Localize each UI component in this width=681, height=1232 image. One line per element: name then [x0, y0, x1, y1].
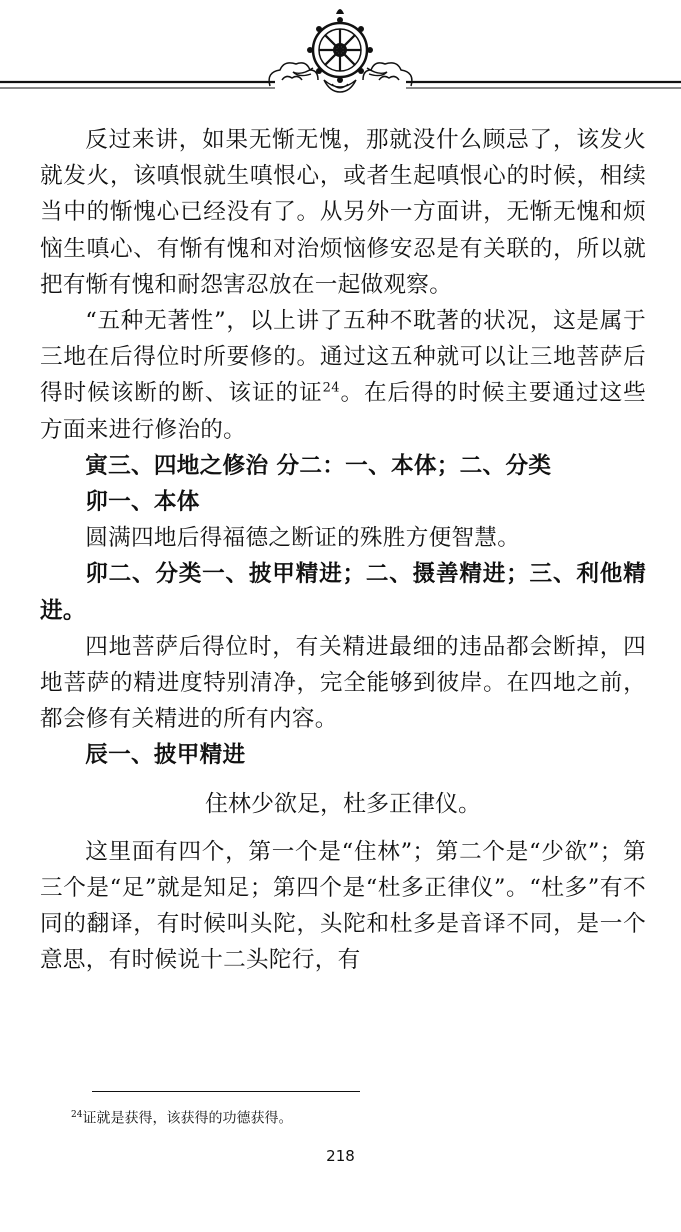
footnote-number: 24 [71, 1110, 83, 1120]
page-number: 218 [326, 1147, 355, 1165]
header-ornament [0, 0, 681, 112]
paragraph-2 [40, 303, 646, 448]
paragraph-2-tail: 。在后得的时候主要通过这些方面来进行修治的。 [40, 380, 646, 443]
paragraph-2-text: “五种无著性”，以上讲了五种不耽著的状况，这是属于三地在后得位时所要修的。通过这五种就可以让三地菩萨后得时候该断的断、该证的证 [40, 308, 646, 407]
footnote-reference[interactable]: 24 [322, 380, 340, 396]
heading-yin-three: 寅三、四地之修治 分二：一、本体；二、分类 [85, 452, 552, 479]
paragraph-body: 圆满四地后得福德之断证的殊胜方便智慧。 [85, 525, 521, 552]
heading-mao-one: 卯一、本体 [85, 489, 200, 516]
paragraph-1: 反过来讲，如果无惭无愧，那就没什么顾忌了，该发火就发火，该嗔恨就生嗔恨心，或者生起嗔恨心的时候，相续当中的惭愧心已经没有了。从另外一方面讲，无惭无愧和烦恼生嗔心、有惭有愧和对治烦恼修安忍是有关联的，所以就把有惭有愧和耐怨害忍放在一起做观察。 [40, 127, 646, 298]
heading-chen-one: 辰一、披甲精进 [85, 742, 246, 769]
paragraph-4: 四地菩萨后得位时，有关精进最细的违品都会断掉，四地菩萨的精进度特别清净，完全能够到彼岸。在四地之前，都会修有关精进的所有内容。 [40, 633, 646, 733]
main-text [40, 122, 646, 978]
paragraph-5: 这里面有四个，第一个是“住林”；第二个是“少欲”；第三个是“足”就是知足；第四个是“杜多正律仪”。“杜多”有不同的翻译，有时候叫头陀，头陀和杜多是音译不同，是一个意思，有时候说十二头陀行，有 [40, 838, 646, 974]
footnote-text: 证就是获得，该获得的功德获得。 [82, 1110, 293, 1127]
footnote [71, 1104, 292, 1130]
verse: 住林少欲足，杜多正律仪。 [205, 790, 481, 817]
footnote-divider [92, 1091, 360, 1092]
heading-mao-two: 卯二、分类一、披甲精进；二、摄善精进；三、利他精进。 [40, 561, 646, 624]
dharma-wheel-icon [0, 0, 681, 112]
